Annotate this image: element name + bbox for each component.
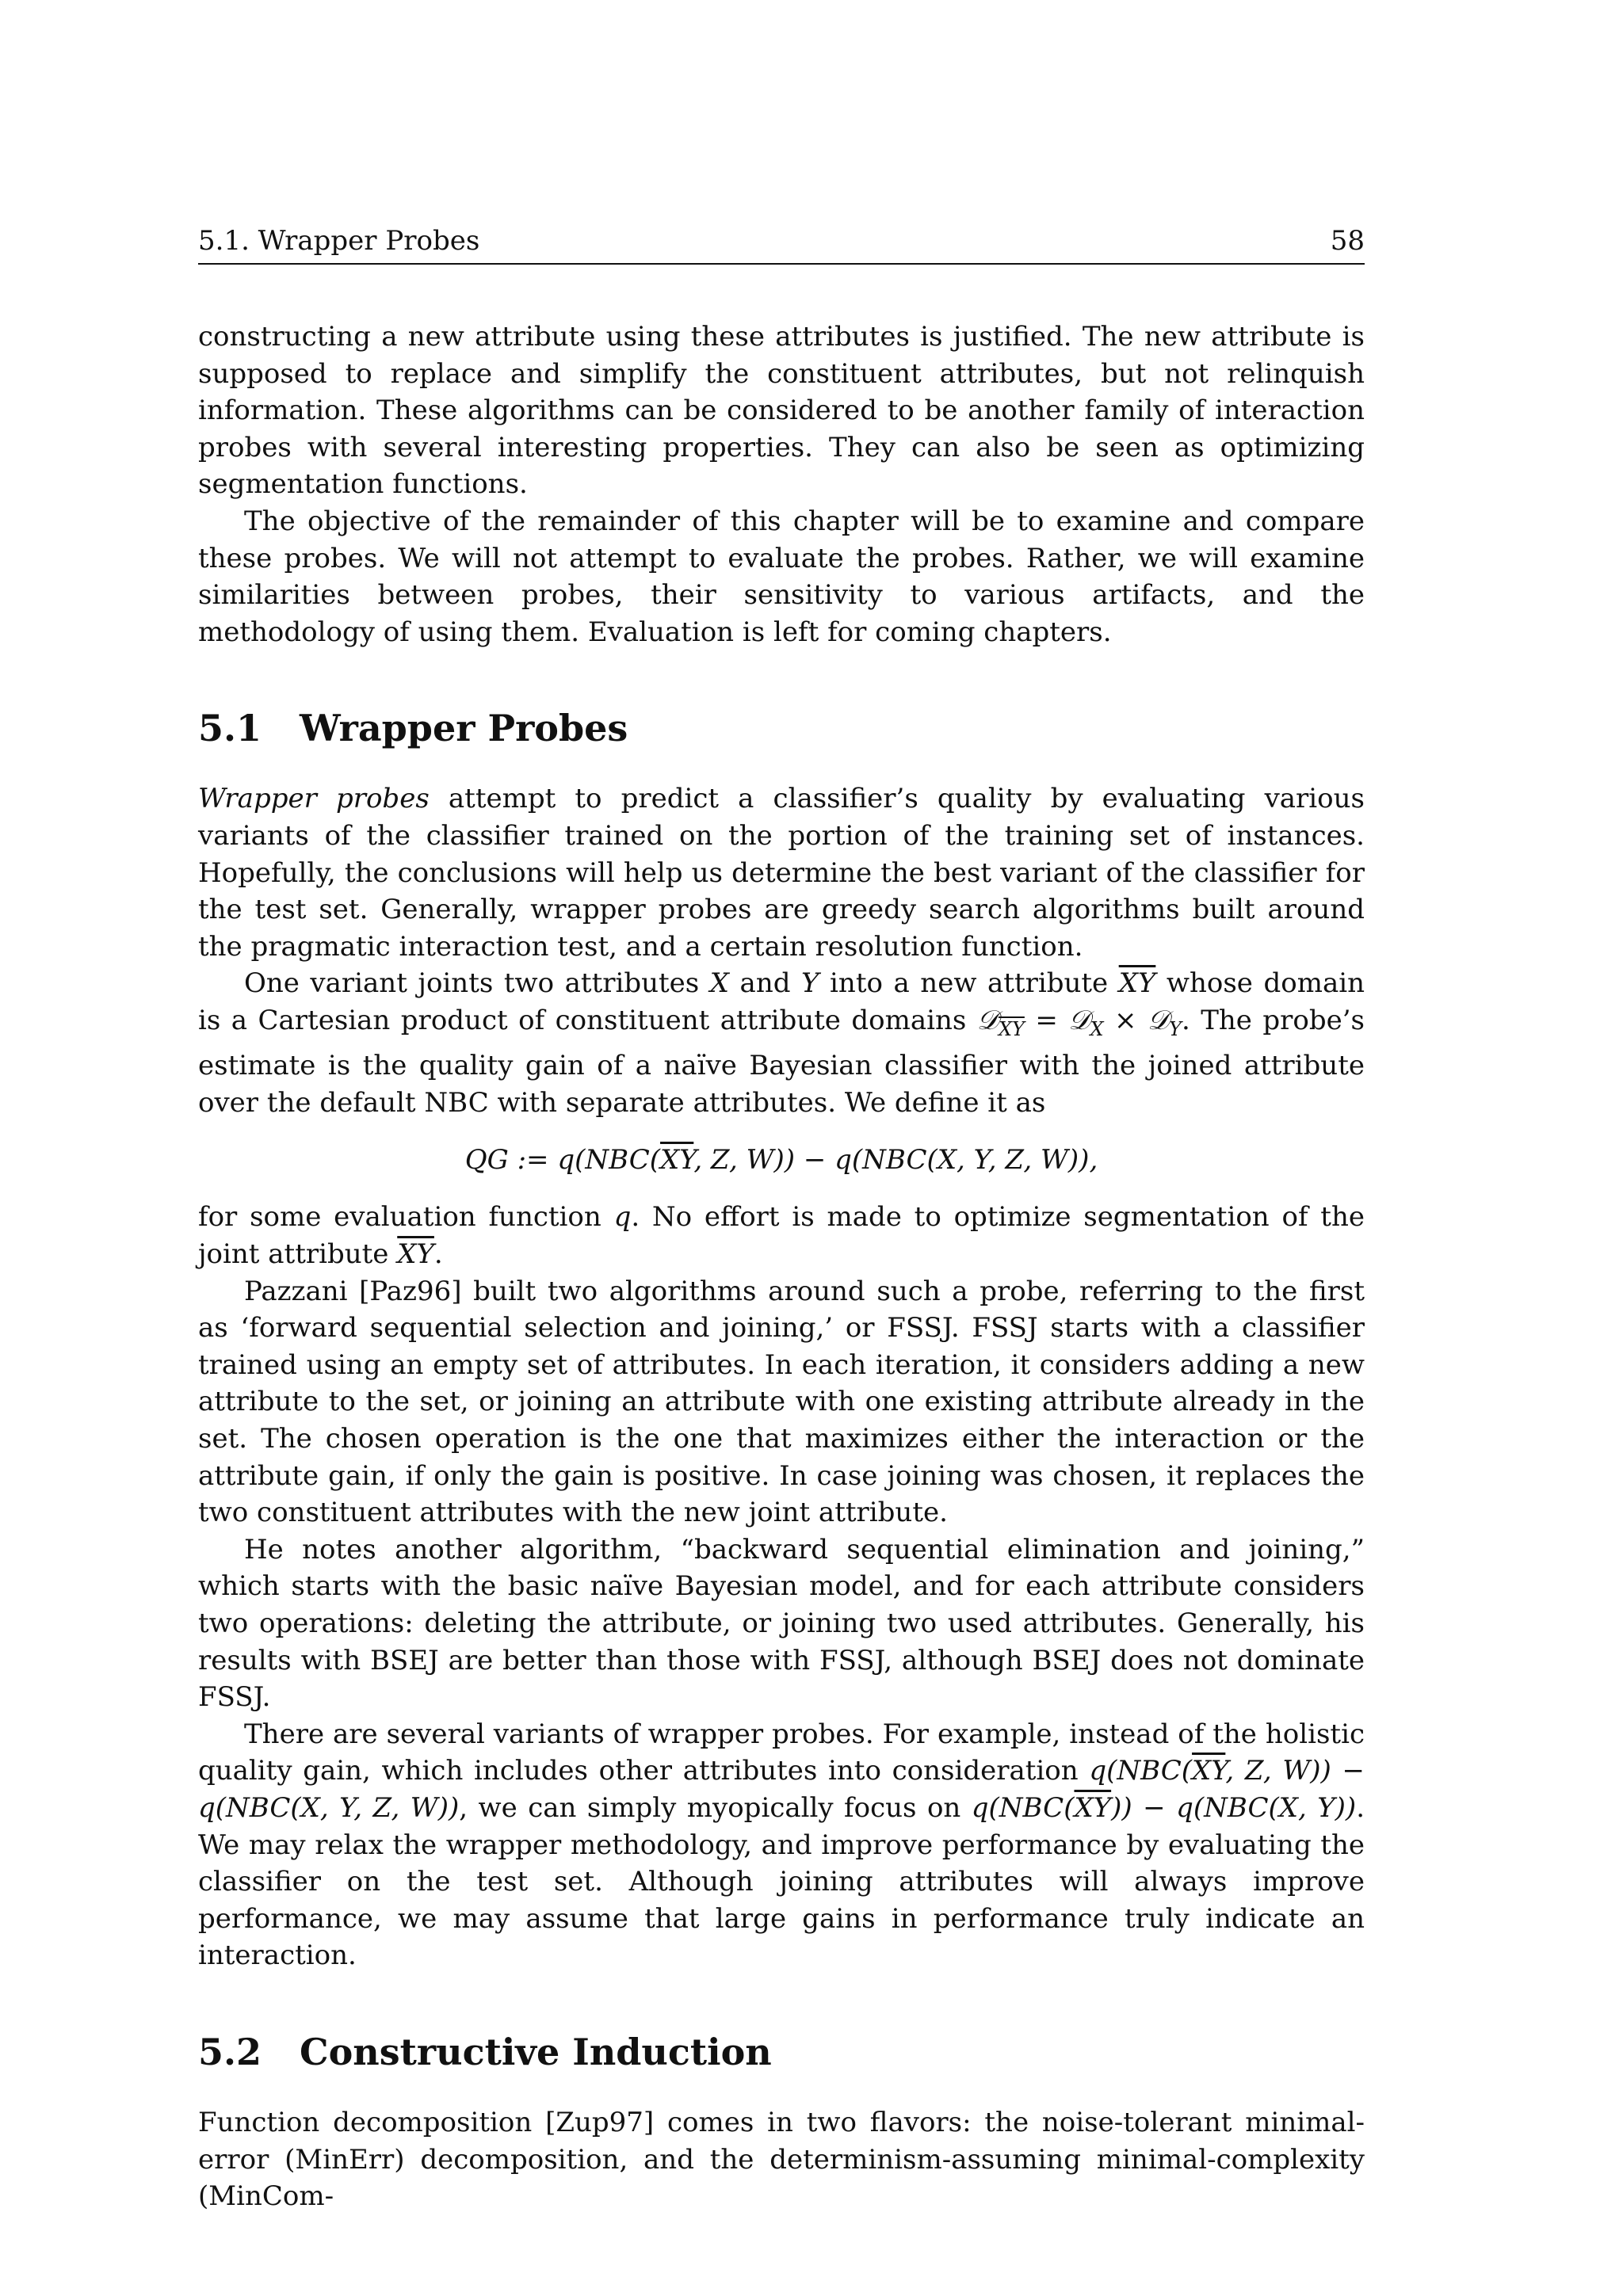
text-run: There are several variants of wrapper probes. For example, instead of the holistic quality gain, which includes other attributes into consideration bbox=[198, 1718, 1365, 1787]
section-title: Constructive Induction bbox=[300, 2030, 772, 2073]
header-page-number: 58 bbox=[1330, 225, 1365, 257]
paragraph-2: The objective of the remainder of this chapter will be to examine and compare these probes. We will not attempt to evaluate the probes. Rather, we will examine similarities between probes, their sensitivity to various artifacts, and the methodology of using them. Evaluation is left for coming chapters. bbox=[198, 505, 1365, 648]
header-section-title: 5.1. Wrapper Probes bbox=[198, 225, 480, 257]
emphasized-term: Wrapper probes bbox=[198, 783, 430, 815]
math-myopic-gain bbox=[972, 1792, 1356, 1824]
equation-part: q(NBC( bbox=[971, 1791, 1075, 1824]
equation-part: , Z, W)) − q(NBC(X, Y, Z, W)) bbox=[198, 1755, 1365, 1824]
math-joint-xy: $\overline{XY}$ bbox=[1118, 967, 1156, 1000]
math-domain-symbol: 𝒟 bbox=[976, 1004, 999, 1036]
running-header bbox=[198, 225, 1365, 265]
math-domain-symbol: × 𝒟 bbox=[1103, 1004, 1170, 1036]
math-subscript-x: X bbox=[1090, 1017, 1104, 1040]
text-column bbox=[198, 225, 1365, 2215]
equation-part: )) − q(NBC(X, Y)) bbox=[1111, 1791, 1357, 1824]
math-q: q bbox=[613, 1201, 632, 1234]
paragraph-8 bbox=[198, 1716, 1365, 1974]
paragraph-3-text: attempt to predict a classifier’s quality by evaluating various variants of the classifier trained on the portion of the training set of instances. Hopefully, the conclusions will help us determine the best variant of the classifier for the test set. Generally, wrapper probes are greedy search algorithms built around the pragmatic interaction test, and a certain resolution function. bbox=[198, 783, 1365, 963]
math-domain-symbol: = 𝒟 bbox=[1024, 1004, 1090, 1036]
math-subscript-y: Y bbox=[1169, 1017, 1182, 1040]
math-y: Y bbox=[801, 967, 819, 1000]
paragraph-4 bbox=[198, 965, 1365, 1121]
math-joint-xy: $\overline{XY}$ bbox=[1074, 1791, 1112, 1824]
equation-joint-xy: $\overline{XY}$ bbox=[660, 1144, 694, 1177]
equation-part: QG := q(NBC( bbox=[464, 1144, 661, 1177]
math-joint-xy: $\overline{XY}$ bbox=[1192, 1755, 1226, 1787]
text-run: for some evaluation function bbox=[198, 1201, 614, 1234]
paragraph-1: constructing a new attribute using these attributes is justified. The new attribute is supposed to replace and simplify the constituent attributes, but not relinquish information. These algorithms can be considered to be another family of interaction probes with several interesting properties. They can also be seen as optimizing segmentation functions. bbox=[198, 321, 1365, 501]
math-joint-xy: $\overline{XY}$ bbox=[397, 1238, 434, 1271]
text-run: , we can simply myopically focus on bbox=[459, 1791, 972, 1824]
text-run: into a new attribute bbox=[819, 967, 1119, 1000]
text-run: . The probe’s estimate is the quality gain of a naïve Bayesian classifier with the joined attribute over the default NBC with separate attributes. We define it as bbox=[198, 1004, 1365, 1119]
section-heading-wrapper-probes bbox=[198, 706, 1365, 750]
text-run: . We may relax the wrapper methodology, and improve performance by evaluating the classifier on the test set. Although joining attributes will always improve performance, we may assume that large gains in performance truly indicate an interaction. bbox=[198, 1791, 1365, 1972]
paragraph-5 bbox=[198, 1199, 1365, 1272]
body-text bbox=[198, 318, 1365, 2215]
text-run: . No effort is made to optimize segmentation of the joint attribute bbox=[198, 1201, 1365, 1271]
math-domain-expression bbox=[976, 1004, 1182, 1040]
paragraph-7: He notes another algorithm, “backward sequential elimination and joining,” which starts with the basic naïve Bayesian model, and for each attribute considers two operations: deleting the attribute, or joining two used attributes. Generally, his results with BSEJ are better than those with FSSJ, although BSEJ does not dominate FSSJ. bbox=[198, 1533, 1365, 1714]
section-heading-constructive-induction bbox=[198, 2030, 1365, 2074]
text-run: and bbox=[729, 967, 802, 1000]
paragraph-9: Function decomposition [Zup97] comes in two flavors: the noise-tolerant minimal-error (MinErr) decomposition, and the determinism-assuming minimal-complexity (MinCom- bbox=[198, 2106, 1365, 2213]
paragraph-6: Pazzani [Paz96] built two algorithms around such a probe, referring to the first as ‘forward sequential selection and joining,’ or FSSJ. FSSJ starts with a classifier trained using an empty set of attributes. In each iteration, it considers adding a new attribute to the set, or joining an attribute with one existing attribute already in the set. The chosen operation is the one that maximizes either the interaction or the attribute gain, if only the gain is positive. In case joining was chosen, it replaces the two constituent attributes with the new joint attribute. bbox=[198, 1275, 1365, 1529]
paragraph-3 bbox=[198, 780, 1365, 965]
equation-part: , Z, W)) − q(NBC(X, Y, Z, W)), bbox=[693, 1144, 1098, 1177]
text-run: One variant joints two attributes bbox=[244, 967, 710, 1000]
section-title: Wrapper Probes bbox=[300, 707, 628, 750]
section-number: 5.1 bbox=[198, 707, 262, 750]
math-subscript-xy: XY bbox=[998, 1017, 1025, 1040]
text-run: whose domain is a Cartesian product of constituent attribute domains bbox=[198, 967, 1365, 1036]
text-run: . bbox=[433, 1238, 443, 1271]
section-number: 5.2 bbox=[198, 2030, 262, 2073]
equation-part: q(NBC( bbox=[1089, 1755, 1193, 1787]
display-equation-qg bbox=[198, 1142, 1365, 1178]
math-x: X bbox=[709, 967, 730, 1000]
